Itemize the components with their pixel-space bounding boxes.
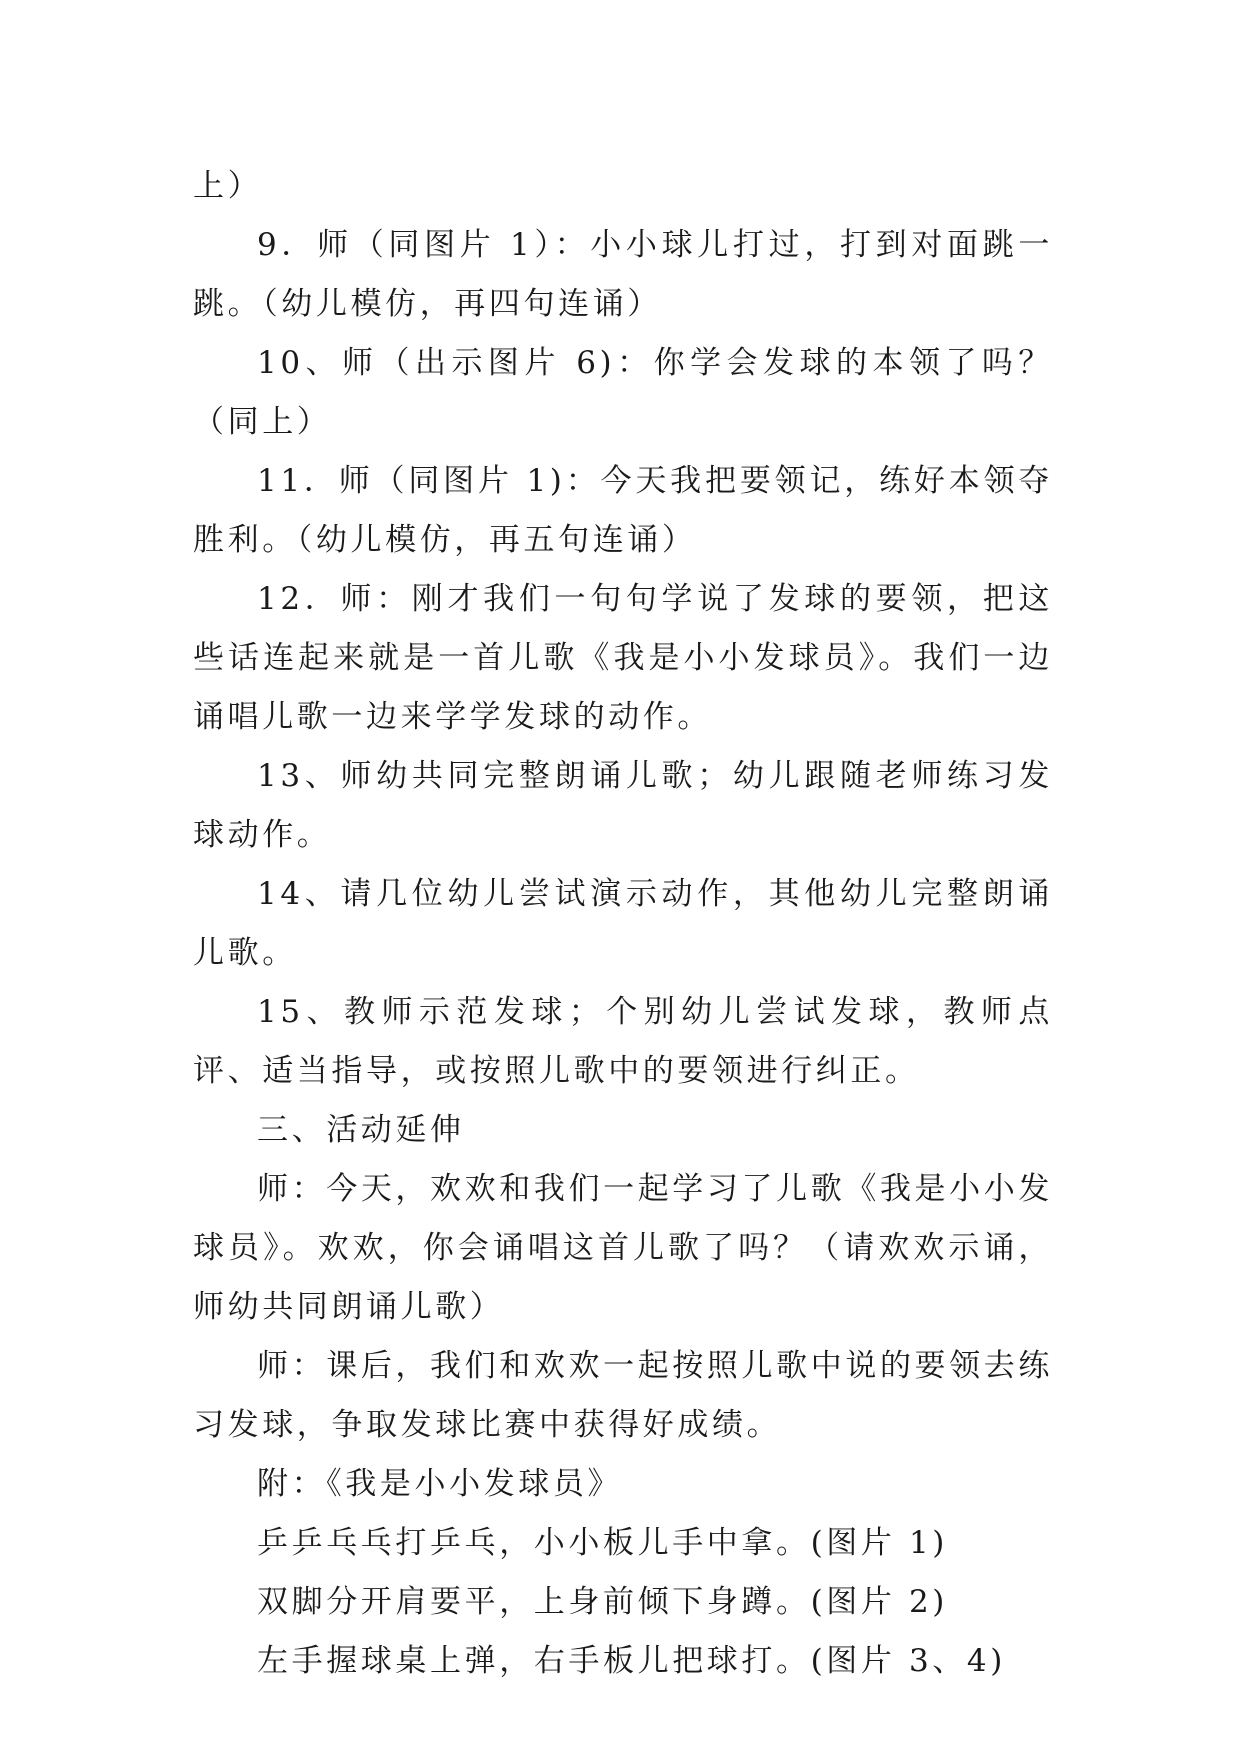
rhyme-line-1: 乒乒乓乓打乒乓，小小板儿手中拿。(图片 1) xyxy=(257,1525,948,1561)
paragraph-teacher-recap: 师：今天，欢欢和我们一起学习了儿歌《我是小小发球员》。欢欢，你会诵唱这首儿歌了吗？（请欢欢示诵，师幼共同朗诵儿歌） xyxy=(193,1171,1053,1325)
paragraph-step-13: 13、师幼共同完整朗诵儿歌；幼儿跟随老师练习发球动作。 xyxy=(193,758,1053,853)
rhyme-line-3: 左手握球桌上弹，右手板儿把球打。(图片 3、4) xyxy=(257,1643,1006,1679)
document-body xyxy=(193,157,1053,1691)
paragraph-step-9: 9．师（同图片 1）：小小球儿打过，打到对面跳一跳。（幼儿模仿，再四句连诵） xyxy=(193,227,1053,322)
paragraph-continuation: 上） xyxy=(193,168,263,204)
rhyme-line-2: 双脚分开肩要平，上身前倾下身蹲。(图片 2) xyxy=(257,1584,948,1620)
paragraph-step-15: 15、教师示范发球；个别幼儿尝试发球，教师点评、适当指导，或按照儿歌中的要领进行纠正。 xyxy=(193,994,1053,1089)
paragraph-step-11: 11．师（同图片 1)：今天我把要领记，练好本领夺胜利。（幼儿模仿，再五句连诵） xyxy=(193,463,1053,558)
section-heading-extension: 三、活动延伸 xyxy=(257,1112,465,1148)
paragraph-step-10: 10、师（出示图片 6)：你学会发球的本领了吗？（同上） xyxy=(193,345,1053,440)
paragraph-step-12: 12．师：刚才我们一句句学说了发球的要领，把这些话连起来就是一首儿歌《我是小小发球员》。我们一边诵唱儿歌一边来学学发球的动作。 xyxy=(193,581,1053,735)
paragraph-teacher-homework: 师：课后，我们和欢欢一起按照儿歌中说的要领去练习发球，争取发球比赛中获得好成绩。 xyxy=(193,1348,1053,1443)
paragraph-step-14: 14、请几位幼儿尝试演示动作，其他幼儿完整朗诵儿歌。 xyxy=(193,876,1053,971)
appendix-title: 附：《我是小小发球员》 xyxy=(257,1466,623,1502)
